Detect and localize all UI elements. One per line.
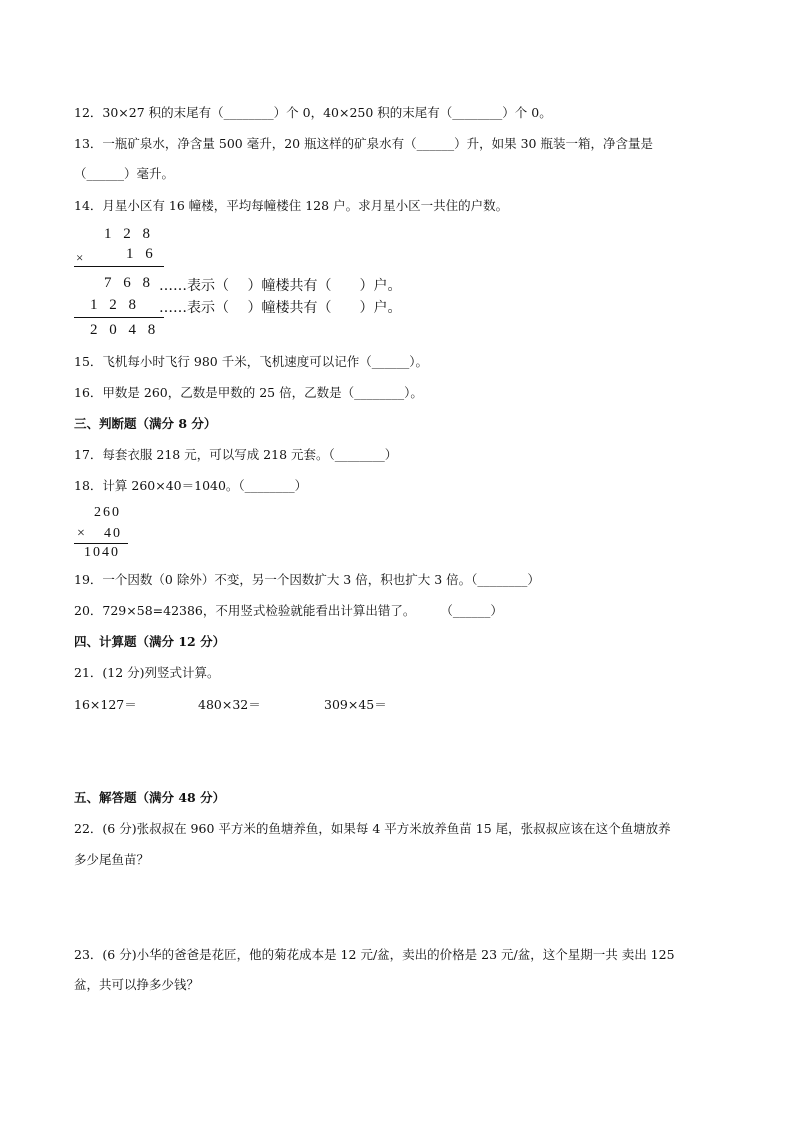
question-20: 20．729×58=42386，不用竖式检验就能看出计算出错了。 （______） [74,603,503,618]
q18-result: 1040 [84,545,120,560]
question-23-line1: 23．(6 分)小华的爸爸是花匠，他的菊花成本是 12 元/盆，卖出的价格是 23 元/盆，这个星期一共 卖出 125 [74,947,675,962]
q21-item-2: 480×32＝ [198,697,261,712]
q14-partial-2-note: ……表示（ ）幢楼共有（ ）户。 [159,300,402,316]
question-13-line1: 13．一瓶矿泉水，净含量 500 毫升，20 瓶这样的矿泉水有（______）升，如果 30 瓶装一箱，净含量是 [74,136,653,151]
question-12: 12．30×27 积的末尾有（________）个 0，40×250 积的末尾有（________）个 0。 [74,105,552,120]
question-23-line2: 盆，共可以挣多少钱？ [74,977,200,992]
q18-rule [74,543,128,544]
q14-times-sign: × [76,250,88,265]
q18-multiplier: 40 [104,526,122,541]
q14-rule-2 [74,317,164,318]
q14-multiplier: 1 6 [126,246,157,262]
q18-multiplicand: 260 [94,505,121,520]
q21-item-1: 16×127＝ [74,697,137,712]
question-21: 21．(12 分)列竖式计算。 [74,665,220,680]
question-19: 19．一个因数（0 除外）不变，另一个因数扩大 3 倍，积也扩大 3 倍。（________） [74,572,540,587]
section-5-heading: 五、解答题（满分 48 分） [74,790,226,805]
section-4-heading: 四、计算题（满分 12 分） [74,634,226,649]
q14-result: 2 0 4 8 [90,322,160,338]
question-16: 16．甲数是 260，乙数是甲数的 25 倍，乙数是（________）。 [74,385,423,400]
question-14: 14．月星小区有 16 幢楼，平均每幢楼住 128 户。求月星小区一共住的户数。 [74,198,509,213]
question-22-line1: 22．(6 分)张叔叔在 960 平方米的鱼塘养鱼，如果每 4 平方米放养鱼苗 15 尾，张叔叔应该在这个鱼塘放养 [74,821,671,836]
section-3-heading: 三、判断题（满分 8 分） [74,416,217,431]
q14-partial-1-note: ……表示（ ）幢楼共有（ ）户。 [159,278,402,294]
q21-item-3: 309×45＝ [324,697,387,712]
q14-partial-2: 1 2 8 [90,297,140,313]
question-22-line2: 多少尾鱼苗？ [74,852,150,867]
q14-partial-1: 7 6 8 [104,275,154,291]
question-17: 17．每套衣服 218 元，可以写成 218 元套。（________） [74,447,398,462]
question-13-line2: （______）毫升。 [74,166,175,181]
q18-times-sign: × [77,526,87,541]
question-15: 15．飞机每小时飞行 980 千米，飞机速度可以记作（______）。 [74,354,428,369]
question-18: 18．计算 260×40＝1040。（________） [74,478,308,493]
q14-rule-1 [74,266,164,267]
q14-multiplicand: 1 2 8 [104,226,154,242]
